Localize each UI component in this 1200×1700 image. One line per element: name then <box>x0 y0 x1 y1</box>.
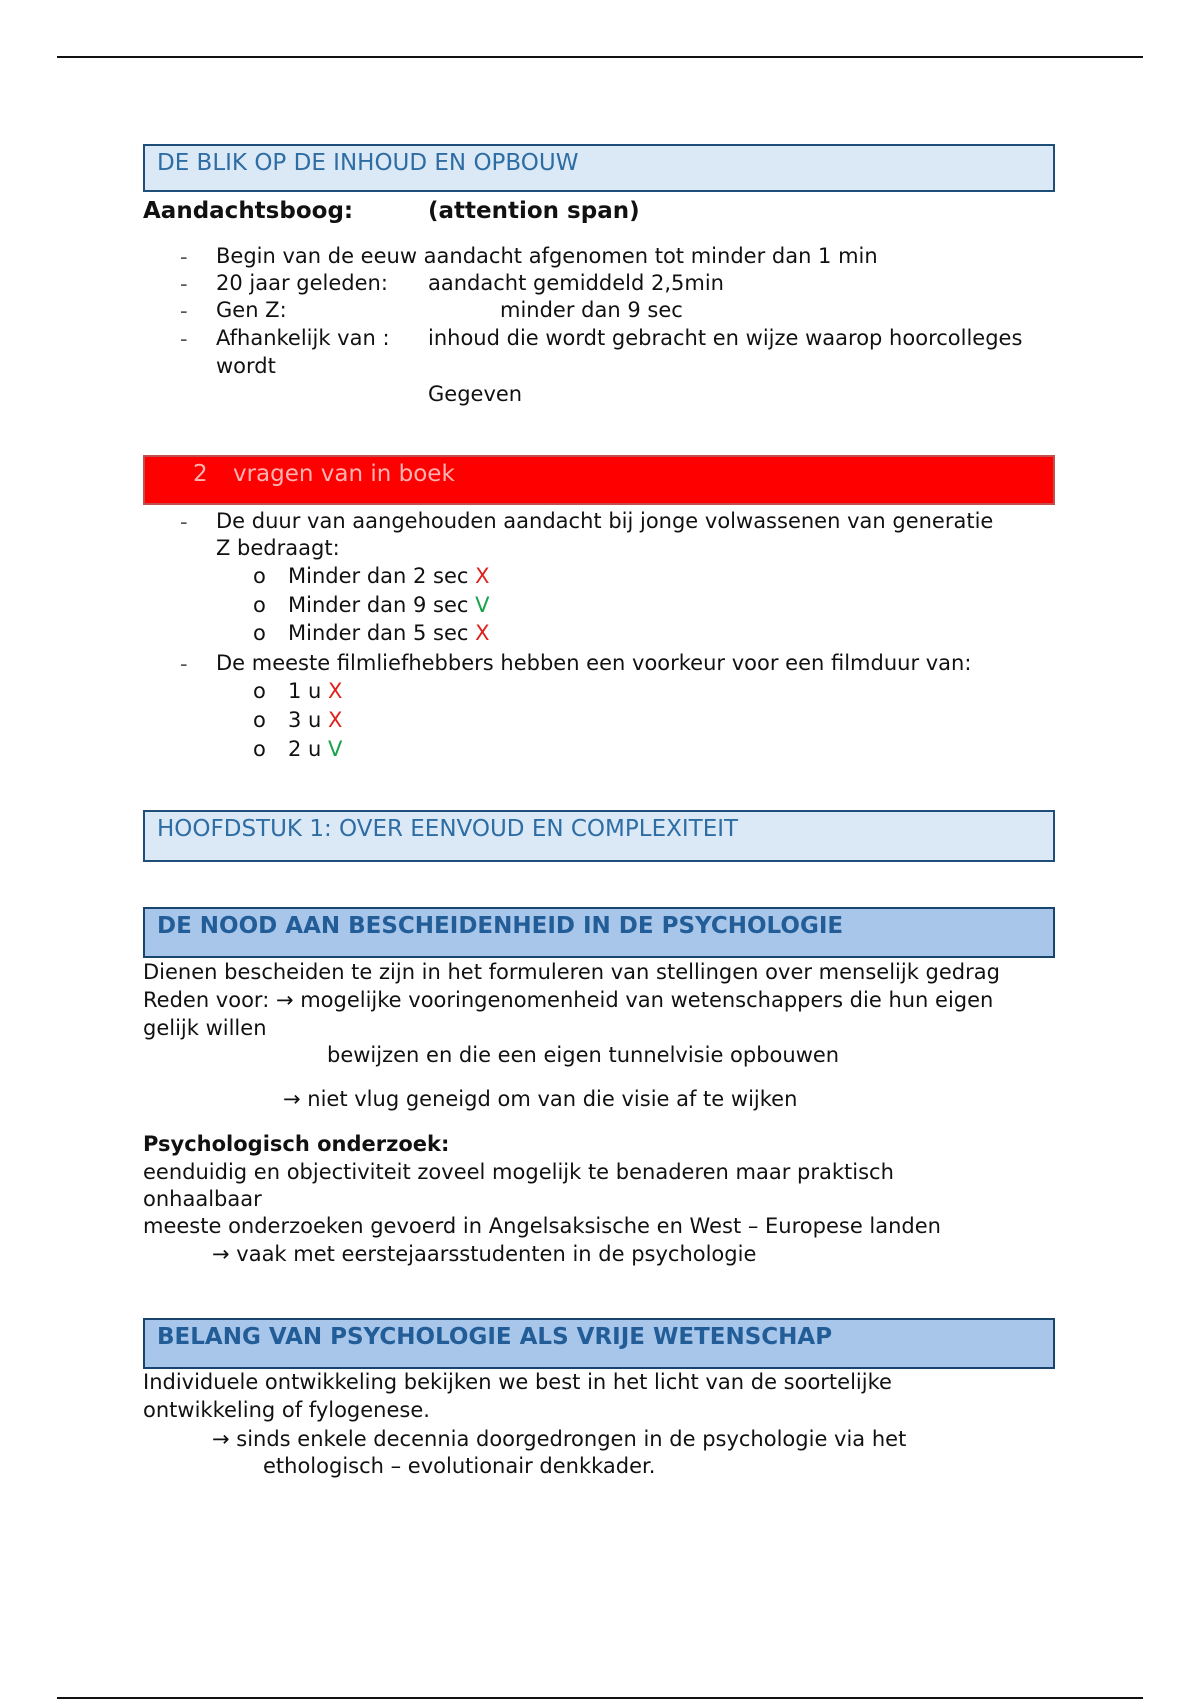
dash-bullet: - <box>180 327 188 351</box>
section-header-vragen <box>143 455 1055 505</box>
list-item-value: inhoud die wordt gebracht en wijze waarop hoorcolleges <box>428 326 1023 350</box>
list-item-key: Gen Z: <box>216 298 287 322</box>
section-header-inhoud <box>143 144 1055 192</box>
correct-mark: V <box>475 593 490 617</box>
wrong-mark: X <box>328 708 343 732</box>
wrong-mark: X <box>475 621 490 645</box>
attention-label-en: (attention span) <box>428 198 640 224</box>
section-header-text: vragen van in boek <box>232 461 455 487</box>
list-item-value: aandacht gemiddeld 2,5min <box>428 271 724 295</box>
circle-bullet: o <box>253 564 266 588</box>
circle-bullet: o <box>253 593 266 617</box>
list-item-continuation: Gegeven <box>428 382 523 406</box>
paragraph-line: → sinds enkele decennia doorgedrongen in de psychologie via het <box>212 1427 907 1451</box>
paragraph-line: ontwikkeling of fylogenese. <box>143 1398 430 1422</box>
dash-bullet: - <box>180 245 188 269</box>
answer-text: Minder dan 9 sec <box>288 593 469 617</box>
wrong-mark: X <box>328 679 343 703</box>
circle-bullet: o <box>253 737 266 761</box>
answer-text: 1 u <box>288 679 322 703</box>
section-header-text: BELANG VAN PSYCHOLOGIE ALS VRIJE WETENSCHAP <box>157 1324 833 1350</box>
question-text: De meeste filmliefhebbers hebben een voorkeur voor een filmduur van: <box>216 651 972 675</box>
section-header-text: DE NOOD AAN BESCHEIDENHEID IN DE PSYCHOLOGIE <box>157 913 844 939</box>
answer-text: Minder dan 5 sec <box>288 621 469 645</box>
paragraph-line: Dienen bescheiden te zijn in het formuleren van stellingen over menselijk gedrag <box>143 960 1000 984</box>
subheading: Psychologisch onderzoek: <box>143 1132 450 1156</box>
section-header-number: 2 <box>193 461 208 487</box>
answer-option <box>288 706 342 734</box>
question-text: De duur van aangehouden aandacht bij jonge volwassenen van generatie <box>216 509 994 533</box>
list-item: Begin van de eeuw aandacht afgenomen tot minder dan 1 min <box>216 244 878 268</box>
section-header-text: DE BLIK OP DE INHOUD EN OPBOUW <box>157 150 579 176</box>
answer-option <box>288 591 490 619</box>
circle-bullet: o <box>253 708 266 732</box>
paragraph-line: bewijzen en die een eigen tunnelvisie opbouwen <box>327 1043 840 1067</box>
section-header-hoofdstuk <box>143 810 1055 862</box>
list-item-continuation: wordt <box>216 354 276 378</box>
paragraph-line: ethologisch – evolutionair denkkader. <box>263 1454 656 1478</box>
list-item-key: Afhankelijk van : <box>216 326 390 350</box>
circle-bullet: o <box>253 621 266 645</box>
top-rule <box>57 56 1143 58</box>
answer-text: 3 u <box>288 708 322 732</box>
dash-bullet: - <box>180 272 188 296</box>
dash-bullet: - <box>180 510 188 534</box>
paragraph-line: Individuele ontwikkeling bekijken we best in het licht van de soortelijke <box>143 1370 892 1394</box>
answer-option <box>288 735 342 763</box>
answer-option <box>288 677 342 705</box>
dash-bullet: - <box>180 299 188 323</box>
paragraph-line: → niet vlug geneigd om van die visie af te wijken <box>283 1087 798 1111</box>
question-text: Z bedraagt: <box>216 536 340 560</box>
paragraph-line: onhaalbaar <box>143 1187 262 1211</box>
correct-mark: V <box>328 737 343 761</box>
paragraph-line: meeste onderzoeken gevoerd in Angelsaksische en West – Europese landen <box>143 1214 941 1238</box>
section-header-vrije-wetenschap <box>143 1318 1055 1369</box>
section-header-text: HOOFDSTUK 1: OVER EENVOUD EN COMPLEXITEIT <box>157 816 739 842</box>
answer-text: Minder dan 2 sec <box>288 564 469 588</box>
paragraph-line: Reden voor: → mogelijke vooringenomenheid van wetenschappers die hun eigen <box>143 988 994 1012</box>
wrong-mark: X <box>475 564 490 588</box>
attention-label: Aandachtsboog: <box>143 198 354 224</box>
answer-option <box>288 619 490 647</box>
list-item-value: minder dan 9 sec <box>500 298 683 322</box>
paragraph-line: gelijk willen <box>143 1016 267 1040</box>
dash-bullet: - <box>180 652 188 676</box>
answer-option <box>288 562 490 590</box>
section-header-bescheidenheid <box>143 907 1055 958</box>
circle-bullet: o <box>253 679 266 703</box>
answer-text: 2 u <box>288 737 322 761</box>
paragraph-line: → vaak met eerstejaarsstudenten in de psychologie <box>212 1242 757 1266</box>
paragraph-line: eenduidig en objectiviteit zoveel mogelijk te benaderen maar praktisch <box>143 1160 894 1184</box>
list-item-key: 20 jaar geleden: <box>216 271 388 295</box>
bottom-rule <box>57 1697 1143 1699</box>
